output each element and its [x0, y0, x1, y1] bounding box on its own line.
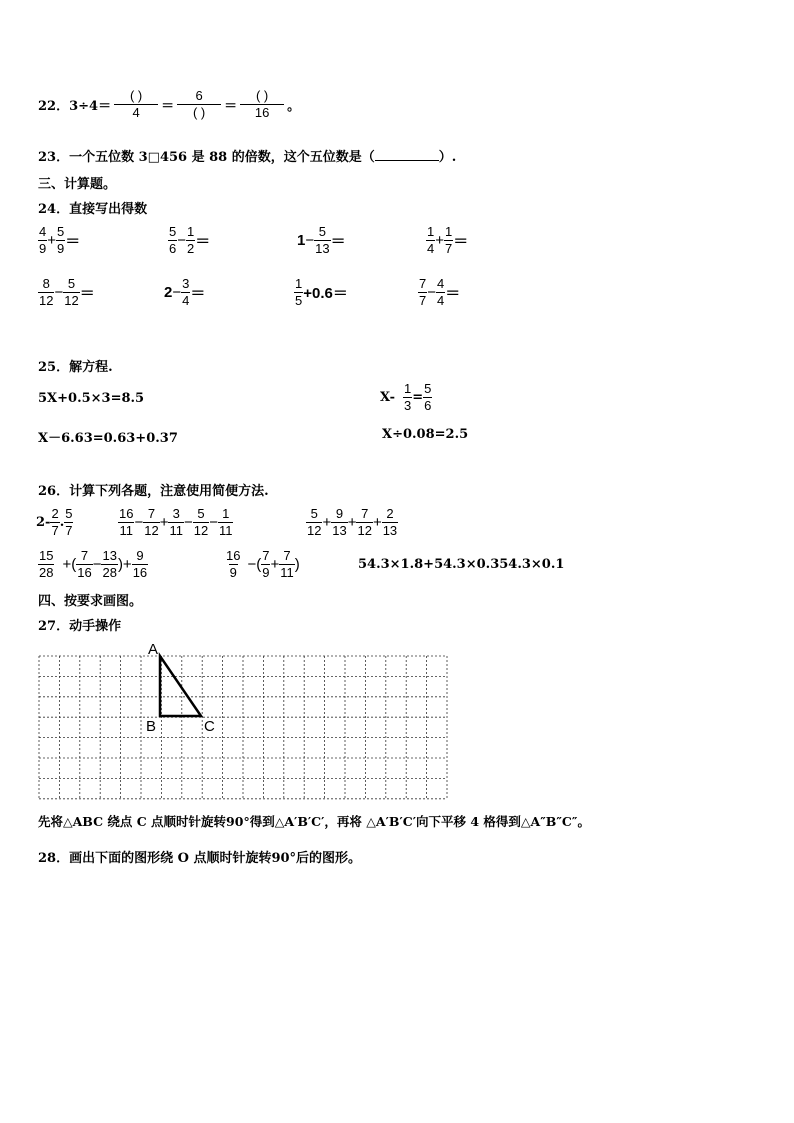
denominator: 12	[307, 523, 322, 538]
numerator: 7	[419, 276, 427, 291]
numerator: 5	[424, 381, 432, 396]
paren-open: −(	[247, 556, 262, 573]
q23-end: ）.	[438, 150, 457, 165]
q24-fraction	[38, 224, 47, 257]
numerator: 1	[427, 224, 435, 239]
q24-fraction	[181, 276, 190, 309]
denominator: 28	[39, 565, 54, 580]
denominator: 12	[64, 293, 79, 308]
numerator: 4	[437, 276, 445, 291]
denominator: 12	[39, 293, 54, 308]
fraction	[143, 506, 159, 539]
fraction	[50, 506, 59, 539]
denominator: 12	[193, 523, 209, 538]
denominator: 12	[144, 523, 159, 538]
numerator: 3	[182, 276, 190, 291]
numerator: 2	[51, 506, 59, 521]
tail-expression: +0.6＝	[303, 285, 348, 302]
fraction	[118, 506, 134, 539]
fraction	[331, 506, 347, 539]
equals-sign: ＝	[79, 285, 95, 302]
denominator: 12	[357, 523, 372, 538]
q24-fraction	[314, 224, 330, 257]
q24-item	[164, 276, 205, 309]
vertex-label-a: A	[148, 641, 159, 658]
q24-title: 24．直接写出得数	[38, 202, 148, 217]
denominator: 9	[262, 565, 270, 580]
numerator: 3	[172, 506, 180, 521]
numerator: 1	[222, 506, 230, 521]
q24-fraction	[294, 276, 303, 309]
q22-f3-num: ( )	[255, 88, 269, 103]
paren-close: )+	[117, 556, 132, 573]
q22-fraction-1	[114, 88, 158, 121]
q22-f1-den: 4	[114, 104, 158, 121]
q24-item	[168, 224, 210, 257]
denominator: 7	[51, 523, 59, 538]
q24-fraction	[38, 276, 54, 309]
denominator: 11	[218, 523, 233, 538]
numerator: 16	[119, 506, 134, 521]
q24-fraction	[426, 224, 435, 257]
eq2-equals: =	[412, 390, 424, 405]
operator: +	[372, 514, 382, 531]
equals-sign: ＝	[65, 233, 81, 250]
denominator: 4	[437, 293, 445, 308]
numerator: 7	[361, 506, 369, 521]
q27-grid-figure	[36, 640, 452, 802]
question-22	[38, 88, 300, 121]
q24-item	[38, 276, 95, 309]
operator: −	[54, 284, 64, 301]
q25-equation-3: X－6.63=0.63+0.37	[38, 431, 178, 446]
q22-f1-num: ( )	[129, 88, 143, 103]
denominator: 3	[404, 398, 412, 413]
q26-expression-2	[118, 506, 233, 539]
numerator: 8	[42, 276, 50, 291]
q22-eq1: ＝	[161, 99, 175, 114]
numerator: 7	[80, 548, 89, 563]
operator: +	[322, 514, 332, 531]
fraction	[168, 506, 184, 539]
q24-fraction	[168, 224, 177, 257]
eq2-fraction-1	[403, 381, 412, 414]
whole-part: 2-	[36, 515, 51, 530]
fraction	[193, 506, 209, 539]
q27-title: 27．动手操作	[38, 619, 122, 634]
paren-open: +(	[62, 556, 77, 573]
eq2-prefix: X-	[380, 390, 396, 405]
operator: −	[172, 284, 182, 301]
operator: +	[270, 556, 280, 573]
question-23	[38, 146, 456, 165]
operator: +	[159, 514, 169, 531]
q26-expression-1: 2- $\frac{2}{7}$ . $\frac{5}{7}$	[36, 506, 73, 538]
operator: −	[427, 284, 436, 301]
denominator: 7	[65, 523, 73, 538]
numerator: 5	[197, 506, 205, 521]
q22-label: 22．3÷4＝	[38, 99, 112, 114]
vertex-label-b: B	[146, 718, 157, 735]
q24-item	[418, 276, 460, 309]
q24-fraction	[436, 276, 445, 309]
paren-close: )	[294, 556, 300, 573]
denominator: 4	[182, 293, 190, 308]
numerator: 4	[39, 224, 47, 239]
numerator: 7	[283, 548, 291, 563]
denominator: 11	[280, 565, 294, 580]
operator: −	[183, 514, 193, 531]
q25-title: 25．解方程.	[38, 360, 113, 375]
q22-fraction-2	[177, 88, 221, 121]
denominator: 7	[445, 241, 453, 256]
denominator: 28	[102, 565, 117, 580]
q24-item	[294, 276, 348, 309]
denominator: 13	[315, 241, 330, 256]
numerator: 16	[226, 548, 241, 563]
q26-expression-4	[38, 548, 148, 581]
q24-fraction	[186, 224, 195, 257]
denominator: 11	[169, 523, 183, 538]
denominator: 9	[57, 241, 65, 256]
operator: −	[305, 232, 315, 249]
q25-equation-2	[380, 381, 432, 414]
fraction	[261, 548, 270, 581]
equals-sign: ＝	[445, 285, 461, 302]
q25-equation-4: X÷0.08=2.5	[382, 427, 469, 442]
q26-expression-3	[306, 506, 398, 539]
fraction	[132, 548, 148, 581]
numerator: 5	[65, 506, 73, 521]
denominator: 5	[295, 293, 303, 308]
q22-eq2: ＝	[224, 99, 238, 114]
fraction	[382, 506, 398, 539]
equals-sign: ＝	[330, 233, 346, 250]
operator: −	[134, 514, 144, 531]
fraction	[225, 548, 241, 581]
numerator: 13	[102, 548, 117, 563]
fraction	[101, 548, 117, 581]
eq2-fraction-2	[423, 381, 432, 414]
numerator: 5	[57, 224, 65, 239]
q22-fraction-3	[240, 88, 284, 121]
numerator: 1	[404, 381, 412, 396]
q22-end: 。	[287, 99, 301, 114]
operator: +	[435, 232, 444, 249]
operator: +	[347, 514, 357, 531]
denominator: 13	[382, 523, 398, 538]
operator: +	[47, 232, 56, 249]
vertex-label-c: C	[204, 718, 215, 735]
numerator: 7	[262, 548, 270, 563]
fraction	[279, 548, 295, 581]
section-4-title: 四、按要求画图。	[38, 594, 143, 609]
equals-sign: ＝	[195, 233, 211, 250]
q23-text: 23．一个五位数 3□456 是 88 的倍数，这个五位数是（	[38, 150, 375, 165]
denominator: 7	[419, 293, 427, 308]
q26-expression-6: 54.3×1.8+54.3×0.354.3×0.1	[358, 557, 565, 572]
fraction	[218, 506, 234, 539]
denominator: 6	[424, 398, 432, 413]
numerator: 5	[67, 276, 76, 291]
q26-title: 26．计算下列各题，注意使用简便方法.	[38, 484, 269, 499]
operator: −	[177, 232, 186, 249]
dotted-grid	[39, 656, 447, 799]
q23-answer-blank[interactable]	[375, 160, 439, 161]
q22-f2-den: ( )	[177, 104, 221, 121]
q24-fraction	[418, 276, 427, 309]
numerator: 9	[136, 548, 144, 563]
operator: −	[92, 556, 102, 573]
fraction	[38, 548, 54, 581]
numerator: 1	[295, 276, 303, 291]
numerator: 1	[445, 224, 453, 239]
q22-f2-num: 6	[195, 88, 203, 103]
denominator: 16	[132, 565, 148, 580]
whole-number: 2	[164, 284, 173, 301]
denominator: 6	[169, 241, 177, 256]
denominator: 2	[187, 241, 195, 256]
numerator: 5	[310, 506, 318, 521]
q24-fraction	[56, 224, 65, 257]
denominator: 13	[332, 523, 347, 538]
operator: −	[209, 514, 218, 531]
numerator: 5	[169, 224, 177, 239]
section-3-title: 三、计算题。	[38, 177, 117, 192]
q24-item	[297, 224, 346, 257]
fraction	[306, 506, 322, 539]
q24-fraction	[444, 224, 453, 257]
equals-sign: ＝	[453, 233, 469, 250]
whole-number: 1	[297, 232, 306, 249]
numerator: 5	[318, 224, 326, 239]
numerator: 9	[335, 506, 344, 521]
triangle-abc	[160, 656, 201, 716]
denominator: 11	[119, 523, 133, 538]
numerator: 7	[147, 506, 156, 521]
numerator: 15	[39, 548, 54, 563]
q27-instruction: 先将△ABC 绕点 C 点顺时针旋转90°得到△A′B′C′，再将 △A′B′C′向下平移 4 格得到△A″B″C″。	[38, 814, 590, 829]
q24-item	[38, 224, 80, 257]
denominator: 9	[39, 241, 47, 256]
q28-title: 28．画出下面的图形绕 O 点顺时针旋转90°后的图形。	[38, 851, 362, 866]
q26-expression-5	[225, 548, 300, 581]
fraction	[64, 506, 73, 539]
equals-sign: ＝	[190, 285, 206, 302]
denominator: 4	[427, 241, 435, 256]
q22-f3-den: 16	[240, 104, 284, 121]
fraction	[356, 506, 372, 539]
numerator: 1	[187, 224, 195, 239]
denominator: 9	[229, 565, 237, 580]
fraction	[76, 548, 92, 581]
q24-item	[426, 224, 468, 257]
numerator: 2	[386, 506, 394, 521]
q25-equation-1: 5X+0.5×3=8.5	[38, 391, 145, 406]
denominator: 16	[77, 565, 92, 580]
q24-fraction	[63, 276, 79, 309]
